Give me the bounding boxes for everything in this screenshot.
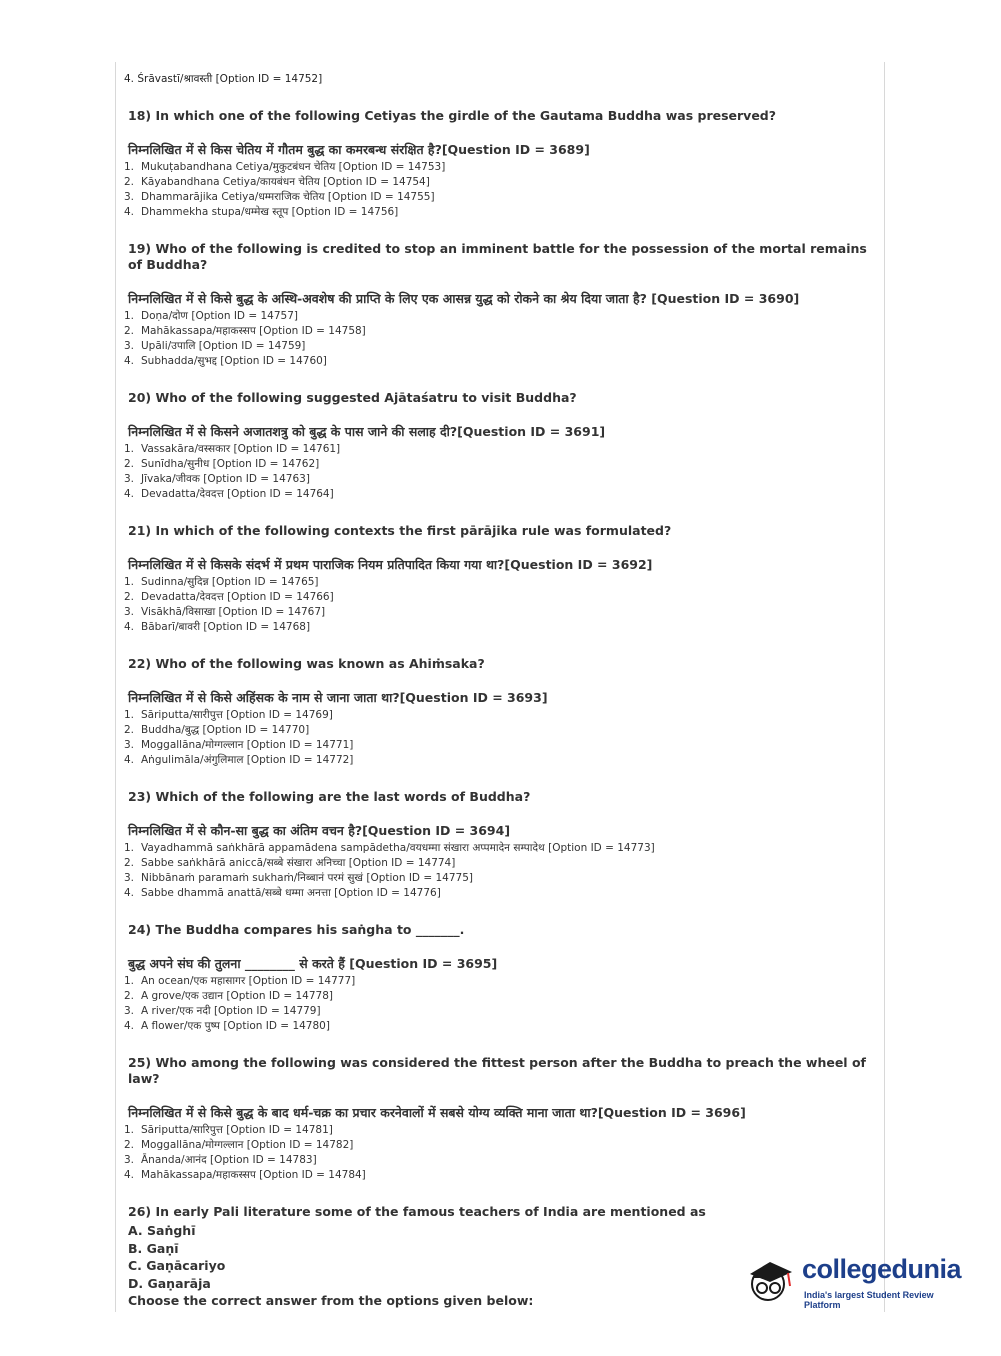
question-text-hi: निम्नलिखित में से कौन-सा बुद्ध का अंतिम वचन है?[Question ID = 3694] [128,823,511,838]
option-item [124,974,879,989]
option-number: 2. [124,591,135,603]
option-text: Buddha/बुद्ध [Option ID = 14770] [141,724,310,736]
question-text-en: 26) In early Pali literature some of the famous teachers of India are mentioned as [128,1204,706,1219]
option-number: 3. [124,739,135,751]
option-text: Vassakāra/वस्सकार [Option ID = 14761] [141,443,341,455]
option-number: 3. [124,340,135,352]
option-item [124,354,879,369]
option-text: Kāyabandhana Cetiya/कायबंधन चेतिय [Option ID = 14754] [141,176,430,188]
option-number: 2. [124,325,135,337]
option-item [124,590,879,605]
option-number: 1. [124,443,135,455]
option-number: 4. [124,488,135,500]
question-text-en: 20) Who of the following suggested Ajātaśatru to visit Buddha? [128,390,577,405]
option-text: Vayadhammā saṅkhārā appamādena sampādetha/वयधम्मा संखारा अप्पमादेन सम्पादेथ [Option ID = 14773] [141,842,655,854]
question-block [124,656,879,768]
question-block [124,523,879,635]
option-number: 2. [124,1139,135,1151]
option-item [124,175,879,190]
question-text-en: 23) Which of the following are the last words of Buddha? [128,789,531,804]
option-number: 2. [124,724,135,736]
option-item [124,1138,879,1153]
option-list [124,1123,879,1183]
option-text: A flower/एक पुष्प [Option ID = 14780] [141,1020,330,1032]
option-text: An ocean/एक महासागर [Option ID = 14777] [141,975,356,987]
question-text-en: 22) Who of the following was known as Ahiṁsaka? [128,656,485,671]
option-number: 3. [124,872,135,884]
previous-option: 4. Śrāvastī/श्रावस्ती [Option ID = 14752] [124,73,323,85]
page-border-left [115,62,116,1312]
option-item [124,620,879,635]
option-item [124,753,879,768]
option-number: 4. [124,887,135,899]
option-text: Sudinna/सुदिन्न [Option ID = 14765] [141,576,319,588]
option-item [124,738,879,753]
question-text-hi: निम्नलिखित में से किसने अजातशत्रु को बुद्ध के पास जाने की सलाह दी?[Question ID = 3691] [128,424,606,439]
question-text-en: 19) Who of the following is credited to stop an imminent battle for the possession of the mortal remains of Buddha? [128,241,867,272]
option-item [124,841,879,856]
question-block [124,108,879,220]
option-item [124,309,879,324]
option-item [124,487,879,502]
option-text: Devadatta/देवदत्त [Option ID = 14766] [141,591,334,603]
option-number: 3. [124,606,135,618]
option-item [124,723,879,738]
collegedunia-logo [740,1248,970,1308]
option-number: 2. [124,176,135,188]
option-text: Moggallāna/मोग्गल्लान [Option ID = 14771] [141,739,354,751]
logo-tagline: India's largest Student Review Platform [804,1290,934,1310]
mascot-icon [740,1248,800,1308]
question-block [124,1055,879,1183]
question-text-en: 24) The Buddha compares his saṅgha to _______. [128,922,465,937]
option-item [124,457,879,472]
option-number: 1. [124,576,135,588]
option-item [124,190,879,205]
option-text: Mukuṭabandhana Cetiya/मुकुटबंधन चेतिय [Option ID = 14753] [141,161,446,173]
question-text-hi: बुद्ध अपने संघ की तुलना ________ से करते हैं [Question ID = 3695] [128,956,498,971]
option-number: 4. [124,1169,135,1181]
option-item [124,442,879,457]
option-number: 4. [124,206,135,218]
option-number: 1. [124,1124,135,1136]
option-text: Dhammarājika Cetiya/धम्मराजिक चेतिय [Option ID = 14755] [141,191,435,203]
question-block [124,241,879,369]
option-item [124,575,879,590]
option-number: 4. [124,355,135,367]
option-number: 1. [124,842,135,854]
option-list [124,708,879,768]
question-text-hi: निम्नलिखित में से किसे बुद्ध के अस्थि-अवशेष की प्राप्ति के लिए एक आसन्न युद्ध को रोकने का श्रेय दिया जाता है? [Question ID = 3690] [128,291,800,306]
option-list [124,841,879,901]
option-item [124,989,879,1004]
option-number: 4. [124,621,135,633]
option-item [124,160,879,175]
option-text: Doṇa/दोण [Option ID = 14757] [141,310,298,322]
question-paper [124,72,879,1309]
option-number: 1. [124,975,135,987]
option-number: 2. [124,458,135,470]
instruction-text: Choose the correct answer from the options given below: [128,1293,534,1308]
page-border-right [884,62,885,1312]
option-number: 3. [124,1154,135,1166]
question-block [124,789,879,901]
option-item [124,871,879,886]
option-text: Sāriputta/सारीपुत्त [Option ID = 14769] [141,709,333,721]
option-text: Sunīdha/सुनीध [Option ID = 14762] [141,458,320,470]
option-text: A grove/एक उद्यान [Option ID = 14778] [141,990,333,1002]
option-text: A river/एक नदी [Option ID = 14779] [141,1005,321,1017]
option-text: Sabbe saṅkhārā aniccā/सब्बे संखारा अनिच्चा [Option ID = 14774] [141,857,456,869]
option-text: Aṅgulimāla/अंगुलिमाल [Option ID = 14772] [141,754,354,766]
question-text-hi: निम्नलिखित में से किसके संदर्भ में प्रथम पाराजिक नियम प्रतिपादित किया गया था?[Question ID = 3692] [128,557,653,572]
option-number: 1. [124,709,135,721]
option-text: Moggallāna/मोग्गल्लान [Option ID = 14782] [141,1139,354,1151]
option-text: Nibbānaṁ paramaṁ sukhaṁ/निब्बानं परमं सुखं [Option ID = 14775] [141,872,473,884]
question-text-hi: निम्नलिखित में से किसे अहिंसक के नाम से जाना जाता था?[Question ID = 3693] [128,690,548,705]
statement-b: B. Gaṇī [128,1240,179,1256]
option-item [124,708,879,723]
option-list [124,309,879,369]
option-text: Subhadda/सुभद्द [Option ID = 14760] [141,355,327,367]
option-number: 4. [124,754,135,766]
question-text-hi: निम्नलिखित में से किसे बुद्ध के बाद धर्म-चक्र का प्रचार करनेवालों में सबसे योग्य व्यक्ति माना जाता था?[Question ID = 3696] [128,1105,746,1120]
question-text-hi: निम्नलिखित में से किस चेतिय में गौतम बुद्ध का कमरबन्ध संरक्षित है?[Question ID = 3689] [128,142,590,157]
option-item [124,324,879,339]
option-text: Mahākassapa/महाकस्सप [Option ID = 14758] [141,325,366,337]
question-block [124,922,879,1034]
option-item [124,1153,879,1168]
option-text: Visākhā/विसाखा [Option ID = 14767] [141,606,326,618]
option-item [124,472,879,487]
statement-a: A. Saṅghī [128,1223,196,1238]
option-text: Devadatta/देवदत्त [Option ID = 14764] [141,488,334,500]
option-text: Ānanda/आनंद [Option ID = 14783] [141,1154,317,1166]
question-text-en: 18) In which one of the following Cetiyas the girdle of the Gautama Buddha was preserved? [128,108,776,123]
option-text: Bābarī/बावरी [Option ID = 14768] [141,621,311,633]
question-block [124,390,879,502]
logo-wordmark: collegedunia [802,1254,962,1284]
option-text: Dhammekha stupa/धम्मेख स्तूप [Option ID = 14756] [141,206,399,218]
option-item [124,605,879,620]
option-number: 3. [124,473,135,485]
option-item [124,1019,879,1034]
option-list [124,160,879,220]
option-number: 2. [124,857,135,869]
option-number: 1. [124,161,135,173]
option-list [124,974,879,1034]
option-text: Sabbe dhammā anattā/सब्बे धम्मा अनत्ता [Option ID = 14776] [141,887,441,899]
option-item [124,856,879,871]
option-text: Upāli/उपालि [Option ID = 14759] [141,340,306,352]
question-text-en: 21) In which of the following contexts the first pārājika rule was formulated? [128,523,672,538]
question-list [124,108,879,1183]
option-list [124,442,879,502]
statement-c: C. Gaṇācariyo [128,1258,226,1273]
option-number: 3. [124,1005,135,1017]
option-item [124,1123,879,1138]
option-number: 2. [124,990,135,1002]
option-item [124,1168,879,1183]
option-item [124,1004,879,1019]
statement-d: D. Gaṇarāja [128,1275,211,1291]
option-number: 1. [124,310,135,322]
option-text: Sāriputta/सारिपुत्त [Option ID = 14781] [141,1124,333,1136]
option-list [124,575,879,635]
option-item [124,205,879,220]
option-number: 3. [124,191,135,203]
question-text-en: 25) Who among the following was considered the fittest person after the Buddha to preach the wheel of law? [128,1055,866,1086]
option-number: 4. [124,1020,135,1032]
option-item [124,886,879,901]
option-text: Mahākassapa/महाकस्सप [Option ID = 14784] [141,1169,366,1181]
option-item [124,339,879,354]
option-text: Jīvaka/जीवक [Option ID = 14763] [141,473,310,485]
